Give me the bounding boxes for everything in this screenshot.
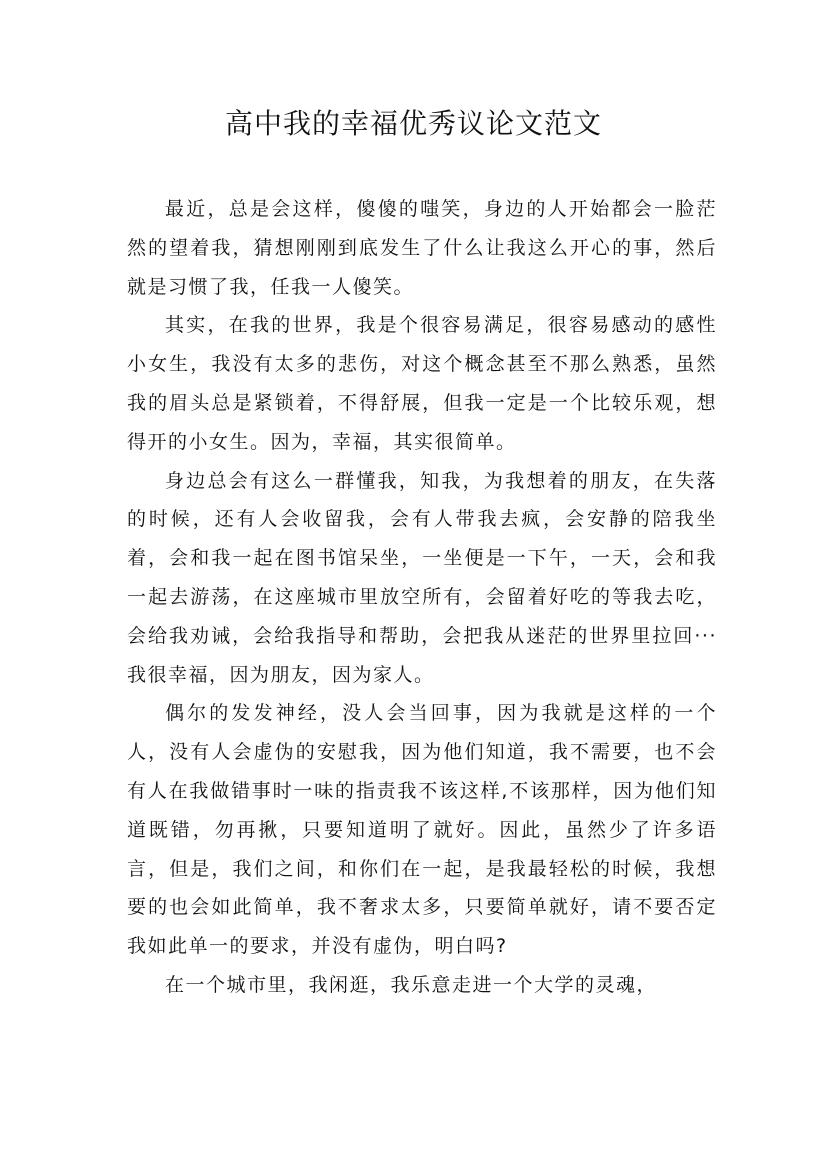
paragraph: 其实，在我的世界，我是个很容易满足，很容易感动的感性小女生，我没有太多的悲伤，对这个概念甚至不那么熟悉，虽然我的眉头总是紧锁着，不得舒展，但我一定是一个比较乐观，想得开的小女生。因为，幸福，其实很简单。	[127, 314, 717, 453]
paragraph: 最近，总是会这样，傻傻的嗤笑，身边的人开始都会一脸茫然的望着我，猜想刚刚到底发生了什么让我这么开心的事，然后就是习惯了我，任我一人傻笑。	[127, 198, 717, 298]
paragraph: 身边总会有这么一群懂我，知我，为我想着的朋友，在失落的时候，还有人会收留我，会有人带我去疯，会安静的陪我坐着，会和我一起在图书馆呆坐，一坐便是一下午，一天，会和我一起去游荡，在这座城市里放空所有，会留着好吃的等我去吃，会给我劝诫，会给我指导和帮助，会把我从迷茫的世界里拉回···我很幸福，因为朋友，因为家人。	[127, 469, 717, 686]
document-title: 高中我的幸福优秀议论文范文	[224, 107, 602, 140]
paragraph: 在一个城市里，我闲逛，我乐意走进一个大学的灵魂，	[165, 973, 658, 996]
paragraph: 偶尔的发发神经，没人会当回事，因为我就是这样的一个人，没有人会虚伪的安慰我，因为他们知道，我不需要，也不会有人在我做错事时一味的指责我不该这样,不该那样，因为他们知道既错，勿再揪，只要知道明了就好。因此，虽然少了许多语言，但是，我们之间，和你们在一起，是我最轻松的时候，我想要的也会如此简单，我不奢求太多，只要简单就好，请不要否定我如此单一的要求，并没有虚伪，明白吗?	[127, 702, 717, 958]
document-body	[127, 190, 717, 1005]
